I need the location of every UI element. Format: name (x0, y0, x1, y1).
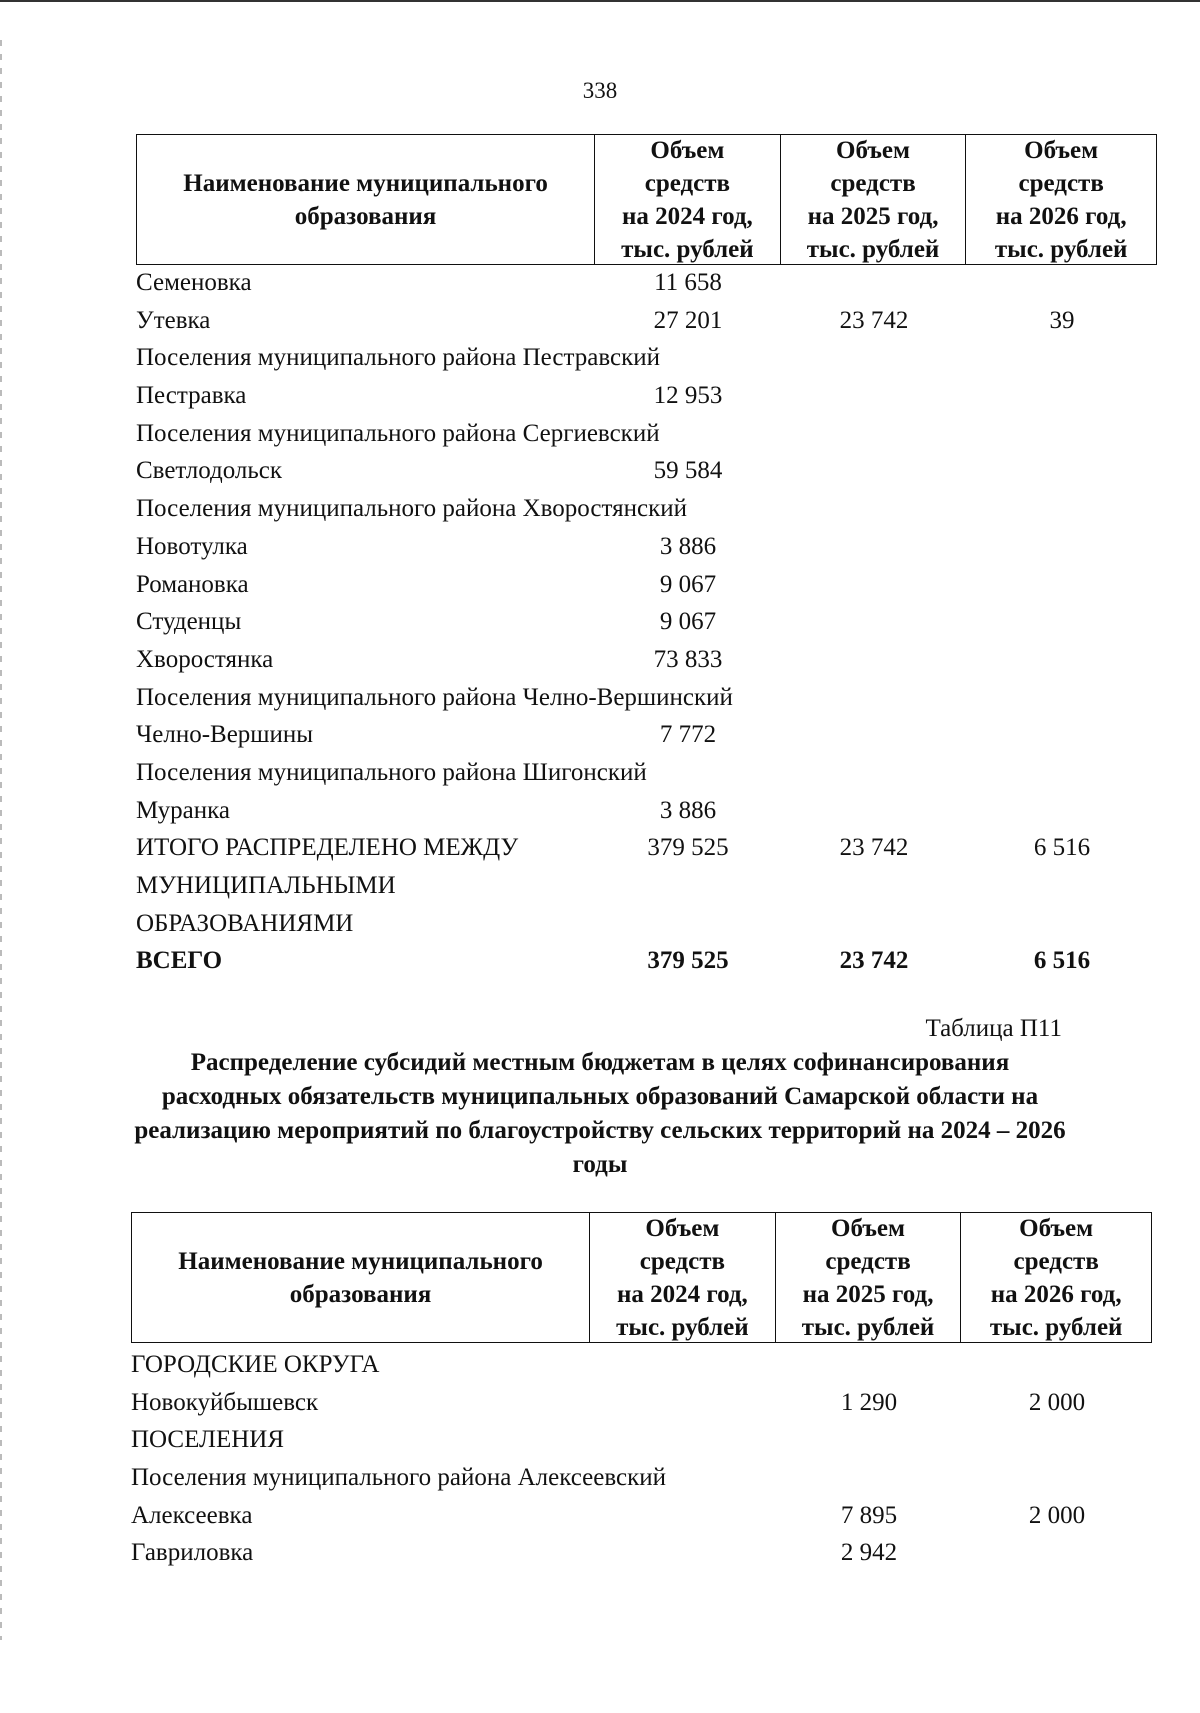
row-name: ОБРАЗОВАНИЯМИ (136, 909, 354, 937)
table-row (131, 1384, 1152, 1422)
table-row (131, 1346, 1152, 1384)
row-name: Поселения муниципального района Шигонский (136, 758, 647, 786)
row-name: Муранка (136, 796, 230, 824)
table-row (136, 792, 1157, 830)
table1-header-2024: Объем средств на 2024 год, тыс. рублей (595, 135, 781, 264)
row-name: Алексеевка (131, 1501, 253, 1529)
row-value-2026: 2 000 (1028, 1501, 1086, 1529)
row-value-2024: 73 833 (653, 645, 723, 673)
row-value-2024: 27 201 (653, 306, 723, 334)
row-value-2025: 1 290 (840, 1388, 898, 1416)
table2-body (131, 1346, 1152, 1572)
row-value-2024: 59 584 (653, 457, 723, 485)
row-value-2024: 379 525 (647, 947, 729, 975)
table2-header-name: Наименование муниципального образования (132, 1213, 590, 1342)
row-value-2025: 2 942 (840, 1539, 898, 1567)
row-name: Пестравка (136, 382, 247, 410)
table-row (136, 566, 1157, 604)
table-row (131, 1421, 1152, 1459)
table1-header-name: Наименование муниципального образования (137, 135, 595, 264)
row-name: Поселения муниципального района Сергиевский (136, 419, 660, 447)
table2-header-2024: Объем средств на 2024 год, тыс. рублей (590, 1213, 776, 1342)
row-value-2025: 23 742 (839, 947, 909, 975)
scan-left-edge (0, 40, 2, 1640)
row-name: Светлодольск (136, 457, 282, 485)
table-row (136, 528, 1157, 566)
row-value-2026: 6 516 (1033, 947, 1091, 975)
row-name: Челно-Вершины (136, 721, 314, 749)
table-row (136, 942, 1157, 980)
table-row (136, 490, 1157, 528)
row-value-2026: 2 000 (1028, 1388, 1086, 1416)
table-row (131, 1459, 1152, 1497)
table2-title: Распределение субсидий местным бюджетам в целях софинансирования расходных обязательств муниципальных образований Самарской области на реализацию мероприятий по благоустройству сельских территорий на 2024 – 2026 годы (134, 1049, 1066, 1178)
table-row (136, 867, 1157, 905)
row-value-2024: 11 658 (654, 269, 722, 296)
row-name: Поселения муниципального района Пестравский (136, 344, 660, 372)
table-row (136, 415, 1157, 453)
table-row (136, 716, 1157, 754)
table-row (136, 829, 1157, 867)
table-row (136, 302, 1157, 340)
table2-label: Таблица П11 (925, 1015, 1062, 1042)
row-value-2026: 39 (1049, 306, 1075, 334)
page-number: 338 (582, 78, 618, 103)
row-value-2024: 9 067 (659, 570, 717, 598)
table-row (131, 1497, 1152, 1535)
row-value-2024: 3 886 (659, 532, 717, 560)
row-value-2024: 7 772 (659, 721, 717, 749)
row-name: Новокуйбышевск (131, 1388, 319, 1416)
table2-header (131, 1212, 1152, 1343)
table1-header-2026: Объем средств на 2026 год, тыс. рублей (994, 136, 1128, 263)
table-row (136, 264, 1157, 302)
table1-body (136, 264, 1157, 980)
table-row (131, 1534, 1152, 1572)
page-top-border (0, 0, 1200, 2)
table-row (136, 754, 1157, 792)
row-value-2024: 379 525 (647, 834, 729, 862)
table1-header (136, 134, 1157, 265)
row-value-2025: 23 742 (839, 834, 909, 862)
row-name: Утевка (136, 306, 211, 334)
row-name: Новотулка (136, 532, 248, 560)
row-value-2024: 9 067 (659, 608, 717, 636)
row-name: Студенцы (136, 608, 242, 636)
table-row (136, 679, 1157, 717)
row-name: ВСЕГО (136, 947, 223, 975)
row-value-2026: 6 516 (1033, 834, 1091, 862)
table-row (136, 603, 1157, 641)
row-name: Поселения муниципального района Хворостянский (136, 495, 688, 523)
table2-header-2025: Объем средств на 2025 год, тыс. рублей (776, 1213, 962, 1342)
row-value-2024: 12 953 (653, 382, 723, 410)
table-row (136, 377, 1157, 415)
table1-header-2025: Объем средств на 2025 год, тыс. рублей (781, 135, 967, 264)
row-name: Гавриловка (131, 1539, 254, 1567)
row-value-2024: 3 886 (659, 796, 717, 824)
row-name: ГОРОДСКИЕ ОКРУГА (131, 1351, 380, 1378)
table2-header-2026: Объем средств на 2026 год, тыс. рублей (989, 1214, 1123, 1341)
row-name: Хворостянка (136, 645, 274, 673)
row-value-2025: 23 742 (839, 306, 909, 334)
row-value-2025: 7 895 (840, 1501, 898, 1529)
table-row (136, 339, 1157, 377)
row-name: ПОСЕЛЕНИЯ (131, 1426, 285, 1454)
row-name: Романовка (136, 570, 249, 598)
row-name: ИТОГО РАСПРЕДЕЛЕНО МЕЖДУ (136, 834, 519, 862)
row-name: Семеновка (136, 269, 252, 296)
table-row (136, 452, 1157, 490)
row-name: Поселения муниципального района Алексеевский (131, 1464, 667, 1492)
row-name: Поселения муниципального района Челно-Вершинский (136, 683, 733, 711)
table-row (136, 641, 1157, 679)
row-name: МУНИЦИПАЛЬНЫМИ (136, 872, 396, 899)
table-row (136, 905, 1157, 943)
